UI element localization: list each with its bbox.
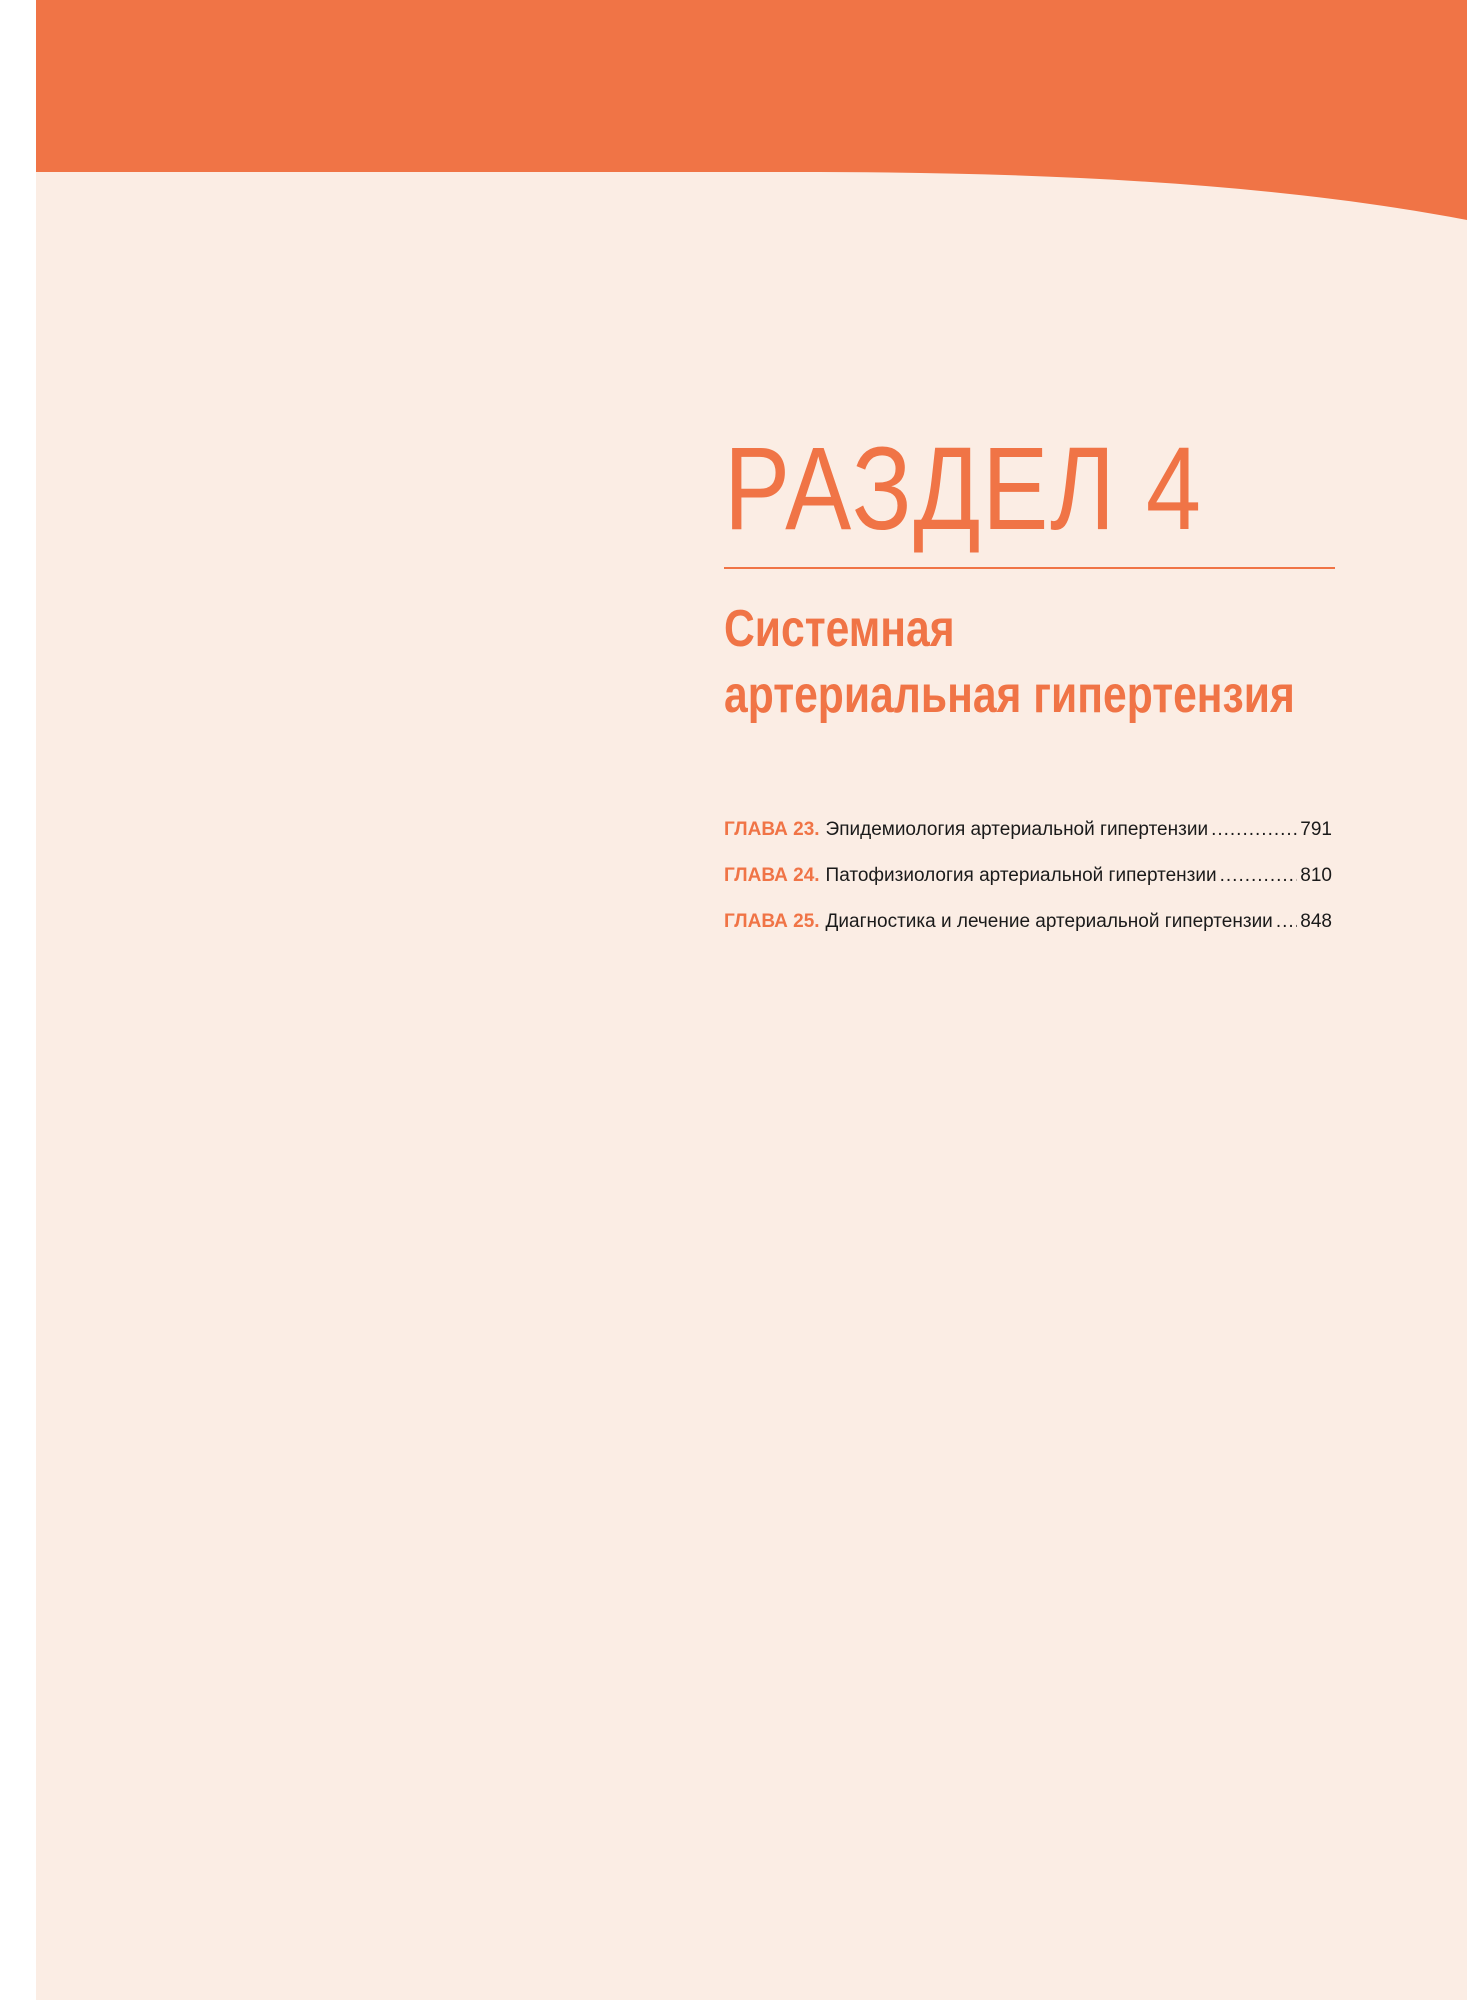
toc-chapter-number: ГЛАВА 23. <box>724 819 820 840</box>
toc-leader-dots <box>1276 908 1297 936</box>
toc-chapter-title: Диагностика и лечение артериальной гипертензии <box>825 911 1273 932</box>
section-title-line-1: Системная <box>724 600 955 658</box>
toc-chapter-number: ГЛАВА 25. <box>724 911 820 932</box>
header-band <box>36 0 1467 230</box>
toc-entry-chapter-23[interactable] <box>724 816 1332 862</box>
section-title <box>724 596 1295 728</box>
toc-page-number: 810 <box>1300 865 1332 886</box>
toc-entry-chapter-25[interactable] <box>724 908 1332 954</box>
table-of-contents <box>724 816 1332 954</box>
toc-page-number: 791 <box>1300 819 1332 840</box>
book-page <box>36 0 1467 2000</box>
section-divider <box>724 567 1335 569</box>
toc-leader-dots <box>1220 862 1298 890</box>
toc-entry-chapter-24[interactable] <box>724 862 1332 908</box>
toc-chapter-title: Эпидемиология артериальной гипертензии <box>825 819 1209 840</box>
toc-leader-dots <box>1211 816 1297 844</box>
toc-chapter-number: ГЛАВА 24. <box>724 865 820 886</box>
header-wave-shape <box>36 0 1467 220</box>
toc-chapter-title: Патофизиология артериальной гипертензии <box>825 865 1217 886</box>
section-number: РАЗДЕЛ 4 <box>724 423 1203 555</box>
toc-page-number: 848 <box>1300 911 1332 932</box>
section-title-line-2: артериальная гипертензия <box>724 666 1295 724</box>
